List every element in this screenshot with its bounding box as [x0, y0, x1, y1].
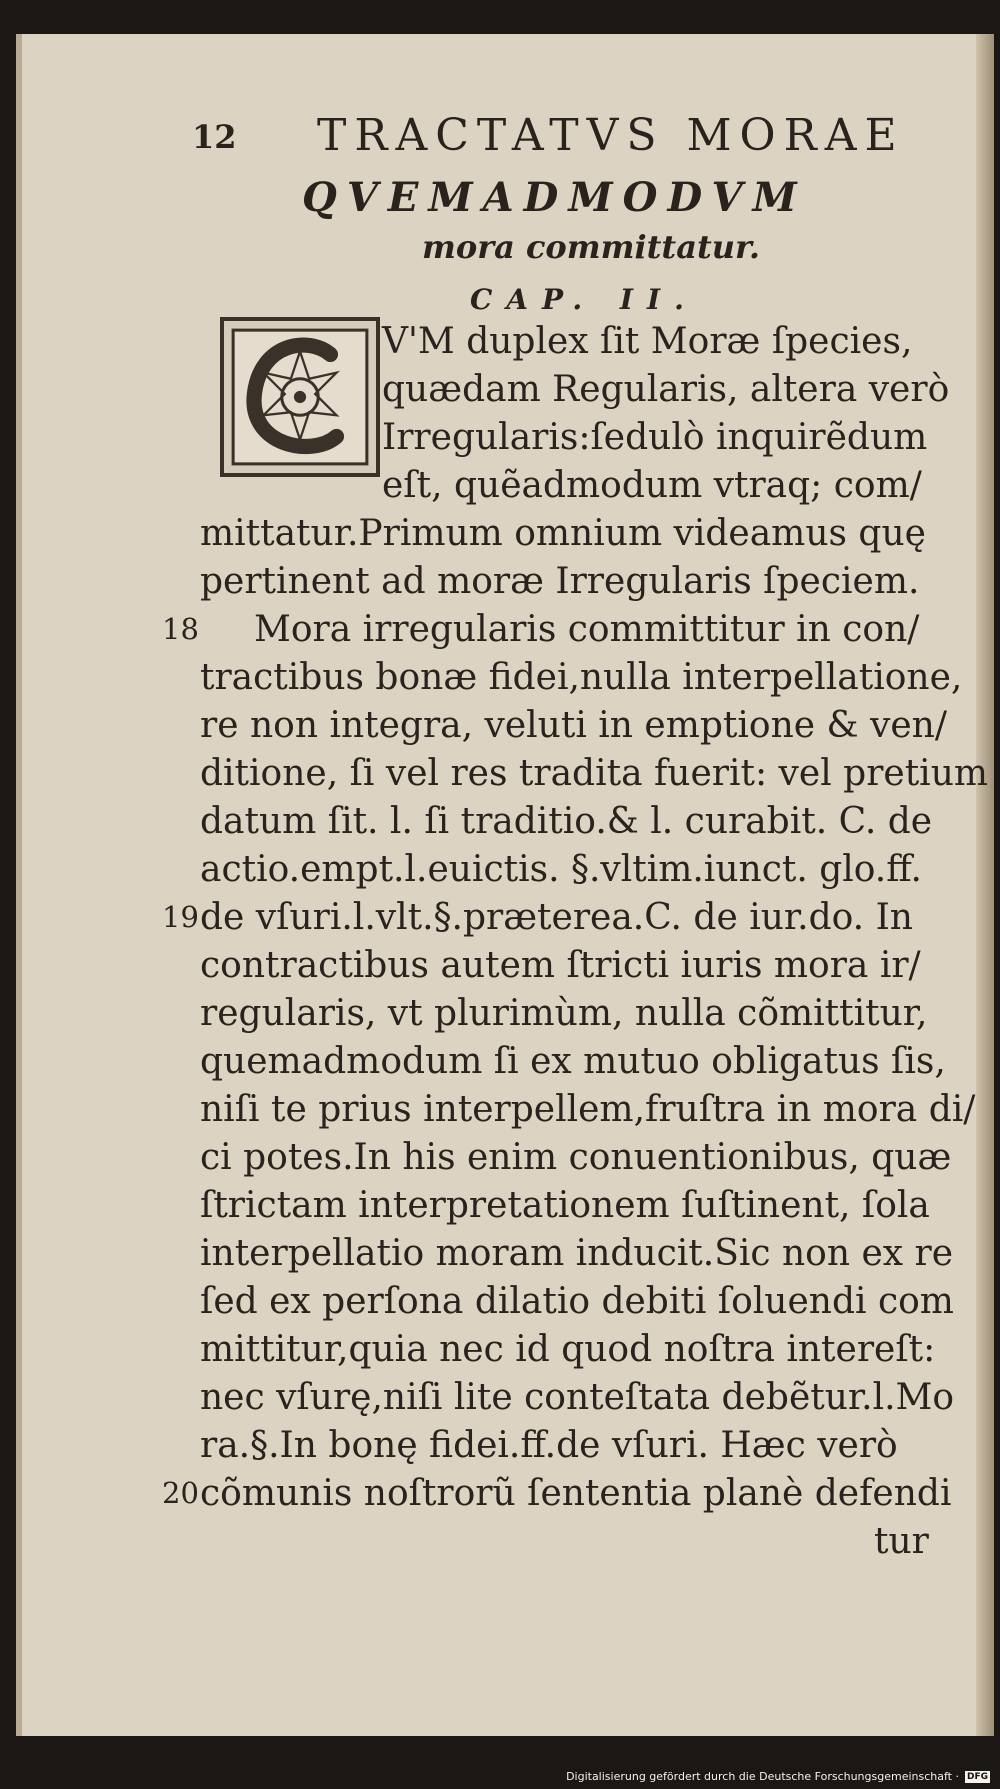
body-line: Mora irregularis committitur in con/: [254, 609, 920, 650]
body-line: re non integra, veluti in emptione & ven/: [200, 705, 947, 746]
chapter-title: QVEMADMODVM: [302, 174, 807, 221]
decorative-initial-c: [220, 317, 380, 477]
body-line: actio.empt.l.euictis. §.vltim.iunct. glo.ff.: [200, 849, 922, 890]
body-line: interpellatio moram inducit.Sic non ex re: [200, 1233, 954, 1274]
marginal-number: 20: [162, 1476, 199, 1510]
body-line: niſi te prius interpellem,fruſtra in mora di/: [200, 1089, 976, 1130]
body-line: datum ſit. l. ſi traditio.& l. curabit. C. de: [200, 801, 933, 842]
body-line: ra.§.In bonę fidei.ff.de vſuri. Hæc verò: [200, 1425, 898, 1466]
dfg-logo: DFG: [966, 1771, 988, 1782]
body-line: contractibus autem ſtricti iuris mora ir/: [200, 945, 921, 986]
footer-text: Digitalisierung gefördert durch die Deutsche Forschungsgemeinschaft ·: [566, 1770, 959, 1783]
body-line: tractibus bonæ fidei,nulla interpellatione,: [200, 657, 963, 698]
running-title: TRACTATVS MORAE: [317, 110, 905, 161]
body-line: nec vſurę,niſi lite conteſtata debẽtur.l.Mo: [200, 1377, 955, 1418]
body-line: ſed ex perſona dilatio debiti ſoluendi com: [200, 1281, 954, 1322]
chapter-subtitle: mora committatur.: [422, 228, 761, 266]
body-line: ſtrictam interpretationem ſuſtinent, ſola: [200, 1185, 930, 1226]
body-line: pertinent ad moræ Irregularis ſpeciem.: [200, 561, 920, 602]
body-line: V'M duplex ſit Moræ ſpecies,: [382, 321, 913, 362]
body-line: mittitur,quia nec id quod noſtra intereſt:: [200, 1329, 936, 1370]
floral-initial-icon: [224, 321, 376, 473]
body-line: quemadmodum ſi ex mutuo obligatus ſis,: [200, 1041, 946, 1082]
body-line: ditione, ſi vel res tradita fuerit: vel pretium: [200, 753, 989, 794]
body-line: tur: [874, 1521, 929, 1562]
body-line: cõmunis noſtrorũ ſententia planè defendi: [200, 1473, 952, 1514]
body-line: ci potes.In his enim conuentionibus, quæ: [200, 1137, 952, 1178]
body-line: eſt, quẽadmodum vtraq; com/: [382, 465, 922, 506]
digitization-credit: [566, 1770, 990, 1783]
marginal-number: 18: [162, 612, 199, 646]
body-line: de vſuri.l.vlt.§.præterea.C. de iur.do. In: [200, 897, 913, 938]
body-line: regularis, vt plurimùm, nulla cõmittitur,: [200, 993, 928, 1034]
body-line: quædam Regularis, altera verò: [382, 369, 950, 410]
book-page: [16, 34, 994, 1736]
page-number: 12: [192, 118, 237, 156]
body-line: mittatur.Primum omnium videamus quę: [200, 513, 926, 554]
chapter-number: CAP. II.: [470, 283, 698, 316]
body-line: Irregularis:ſedulò inquirẽdum: [382, 417, 928, 458]
marginal-number: 19: [162, 900, 199, 934]
page-edge: [976, 34, 994, 1736]
